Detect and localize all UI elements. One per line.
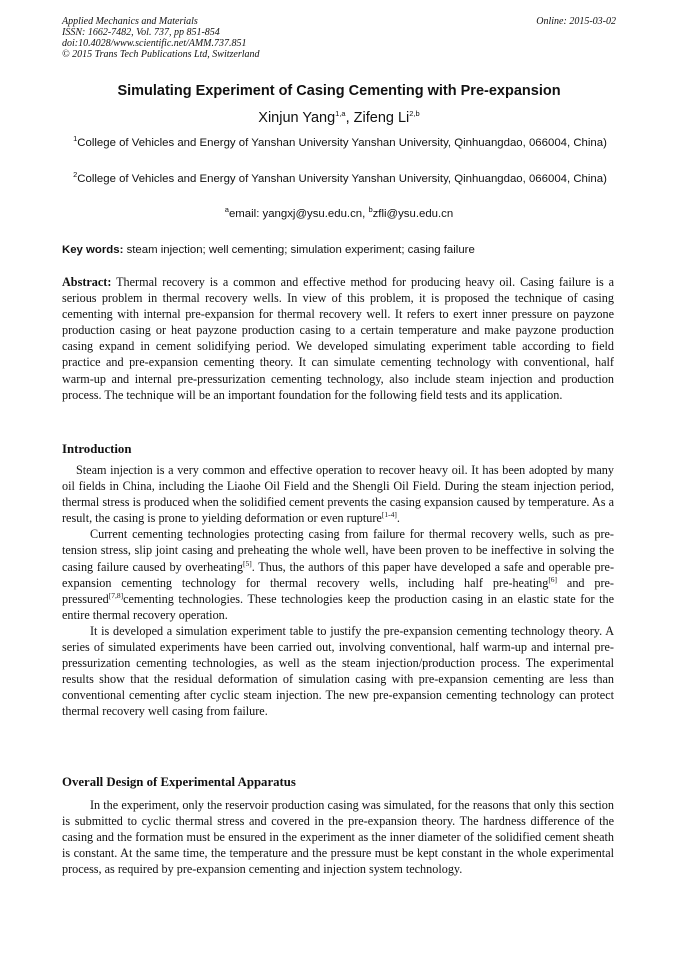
keywords-label: Key words:	[62, 244, 124, 256]
section-heading-overall-design: Overall Design of Experimental Apparatus	[62, 775, 296, 789]
email-text: email: yangxj@ysu.edu.cn,	[228, 208, 369, 220]
doi-line: doi:10.4028/www.scientific.net/AMM.737.851	[62, 38, 247, 49]
journal-name: Applied Mechanics and Materials	[62, 16, 198, 27]
paragraph-text: cementing technologies. These technologies keep the production casing in an elastic state for the entire thermal recovery operation.	[62, 591, 614, 622]
citation: [7,8]	[108, 590, 124, 600]
paragraph-text: .	[396, 511, 400, 526]
author-separator: ,	[345, 110, 354, 126]
affiliation-marker: 1	[73, 134, 78, 144]
copyright-line: © 2015 Trans Tech Publications Ltd, Switzerland	[62, 49, 260, 60]
author-line	[0, 109, 678, 127]
email-line	[0, 207, 678, 222]
paragraph	[62, 623, 614, 720]
paragraph	[62, 797, 614, 877]
affiliation-1	[62, 136, 618, 151]
affiliation-text: College of Vehicles and Energy of Yanshan University Yanshan University, Qinhuangdao, 066004, China)	[77, 173, 607, 185]
paragraph-text: In the experiment, only the reservoir production casing was simulated, for the reasons that only this section is submitted to cyclic thermal stress and covered in the pre-expansion theory. The hardness difference of the casing and the formation must be ensured in the experiment as the inner diameter of the solidified cement sheath is constant. At the same time, the temperature and the pressure must be kept constant in the whole experimental process, as required by pre-expansion cementing and injection system technology.	[62, 798, 614, 877]
publication-info	[62, 16, 616, 60]
email-marker: a	[224, 205, 229, 215]
citation: [5]	[242, 558, 252, 568]
affiliation-marker: 2	[73, 170, 78, 180]
affiliation-2	[62, 172, 618, 187]
paragraph-text: and pre-pressured	[62, 575, 614, 606]
citation: [6]	[548, 574, 558, 584]
paragraph	[62, 462, 614, 526]
running-header	[62, 16, 616, 60]
keywords-text: steam injection; well cementing; simulation experiment; casing failure	[123, 244, 475, 256]
overall-design-body	[62, 797, 614, 877]
keywords	[62, 243, 618, 258]
email-marker: b	[368, 205, 373, 215]
paragraph	[62, 526, 614, 623]
citation: [1-4]	[381, 510, 397, 520]
author-name: Zifeng Li	[353, 110, 410, 126]
abstract-text: Thermal recovery is a common and effective method for producing heavy oil. Casing failure is a serious problem in thermal recovery wells. In view of this problem, it is proposed the technique of casing cementing with internal pre-expansion for thermal recovery well. It refers to exert inner pressure on payzone production casing or heat payzone production casing to a certain temperature and make payzone production casing expand in cement solidifying period. We developed simulating experiment table according to field practice and pre-expansion cementing theory. It can simulate cementing technology with conventional, half warm-up and internal pre-pressurization cementing technology, also include steam injection and production process. The technique will be an important foundation for the following field tests and its application.	[62, 275, 614, 402]
online-date: Online: 2015-03-02	[536, 16, 616, 27]
abstract	[62, 274, 614, 403]
issn-line: ISSN: 1662-7482, Vol. 737, pp 851-854	[62, 27, 220, 38]
author-superscript: 1,a	[335, 109, 346, 119]
paragraph-text: . Thus, the authors of this paper have developed a safe and operable pre-expansion cementing technology for thermal recovery wells, including half pre-heating	[62, 559, 615, 590]
paragraph-text: It is developed a simulation experiment table to justify the pre-expansion cementing technology theory. A series of simulated experiments have been carried out, involving conventional, half warm-up and internal pre-pressurization cementing technologies, as well as the steam injection/production process. The experimental results show that the residual deformation of simulation casing with pre-expansion cementing are less than conventional cementing after cyclic steam injection. The new pre-expansion cementing technology can protect thermal recovery well casing from failure.	[62, 623, 614, 719]
introduction-body	[62, 462, 614, 720]
author-name: Xinjun Yang	[258, 110, 336, 126]
abstract-label: Abstract:	[62, 275, 112, 289]
affiliation-text: College of Vehicles and Energy of Yanshan University Yanshan University, Qinhuangdao, 066004, China)	[77, 137, 607, 149]
paragraph-text: Current cementing technologies protecting casing from failure for thermal recovery wells, such as pre-tension stress, slip joint casing and preheating the whole well, have been proven to be ineffective in solving the casing failure caused by overheating	[62, 527, 614, 574]
section-heading-introduction: Introduction	[62, 442, 132, 456]
paper-title: Simulating Experiment of Casing Cementing with Pre-expansion	[117, 83, 561, 99]
author-superscript: 2,b	[409, 109, 420, 119]
email-text: zfli@ysu.edu.cn	[372, 208, 454, 220]
paragraph-text: Steam injection is a very common and effective operation to recover heavy oil. It has been adopted by many oil fields in China, including the Liaohe Oil Field and the Shengli Oil Field. During the steam injection period, thermal stress is produced when the solidified cement prevents the casing expansion caused by temperature. As a result, the casing is prone to yielding deformation or even rupture	[62, 463, 614, 526]
